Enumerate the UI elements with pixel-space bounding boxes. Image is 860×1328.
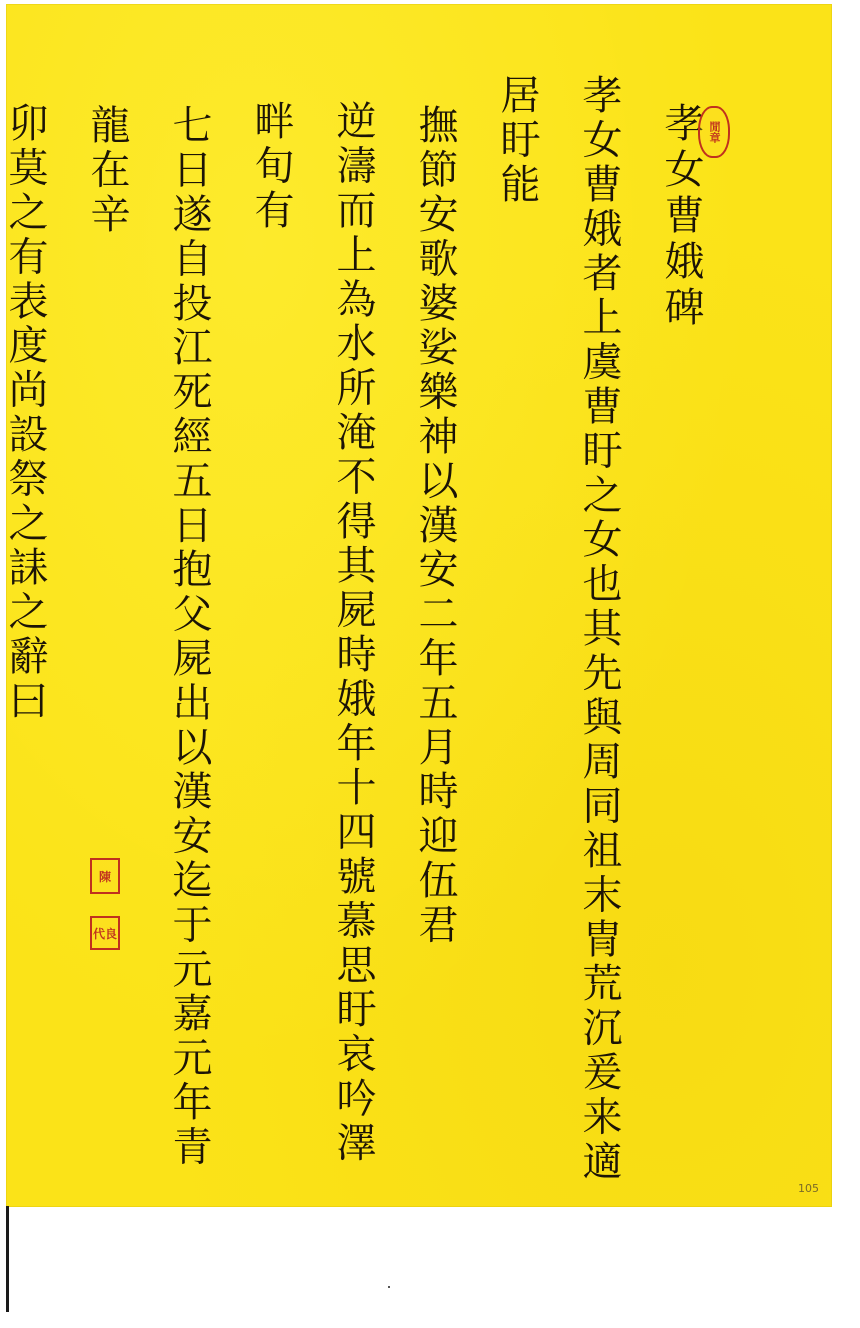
calligraphy-column: 逆濤而上為水所淹不得其屍時娥年十四號慕思盱哀吟澤畔旬有 (248, 100, 376, 1166)
name-seal-stamp: 陳 (90, 858, 120, 894)
scan-edge-line (6, 1206, 9, 1312)
page-number: 105 (798, 1182, 819, 1195)
calligraphy-sheet (2, 4, 832, 1207)
scan-speck (388, 1286, 390, 1288)
calligraphy-column: 七日遂自投江死經五日抱父屍出以漢安迄于元嘉元年青龍在辛 (84, 104, 212, 1170)
calligraphy-title: 孝女曹娥碑 (658, 102, 704, 332)
name-seal-stamp-secondary: 代良 (90, 916, 120, 950)
calligraphy-column: 卯莫之有表度尚設祭之誄之辭曰 (2, 102, 48, 724)
calligraphy-column: 撫節安歌婆娑樂神以漢安二年五月時迎伍君 (412, 104, 458, 948)
calligraphy-column: 孝女曹娥者上虞曹盱之女也其先與周同祖末冑荒沉爰来適居盱能 (494, 74, 622, 1184)
calligraphy-text (0, 74, 722, 1207)
lead-seal-stamp: 閒章 (698, 106, 730, 158)
